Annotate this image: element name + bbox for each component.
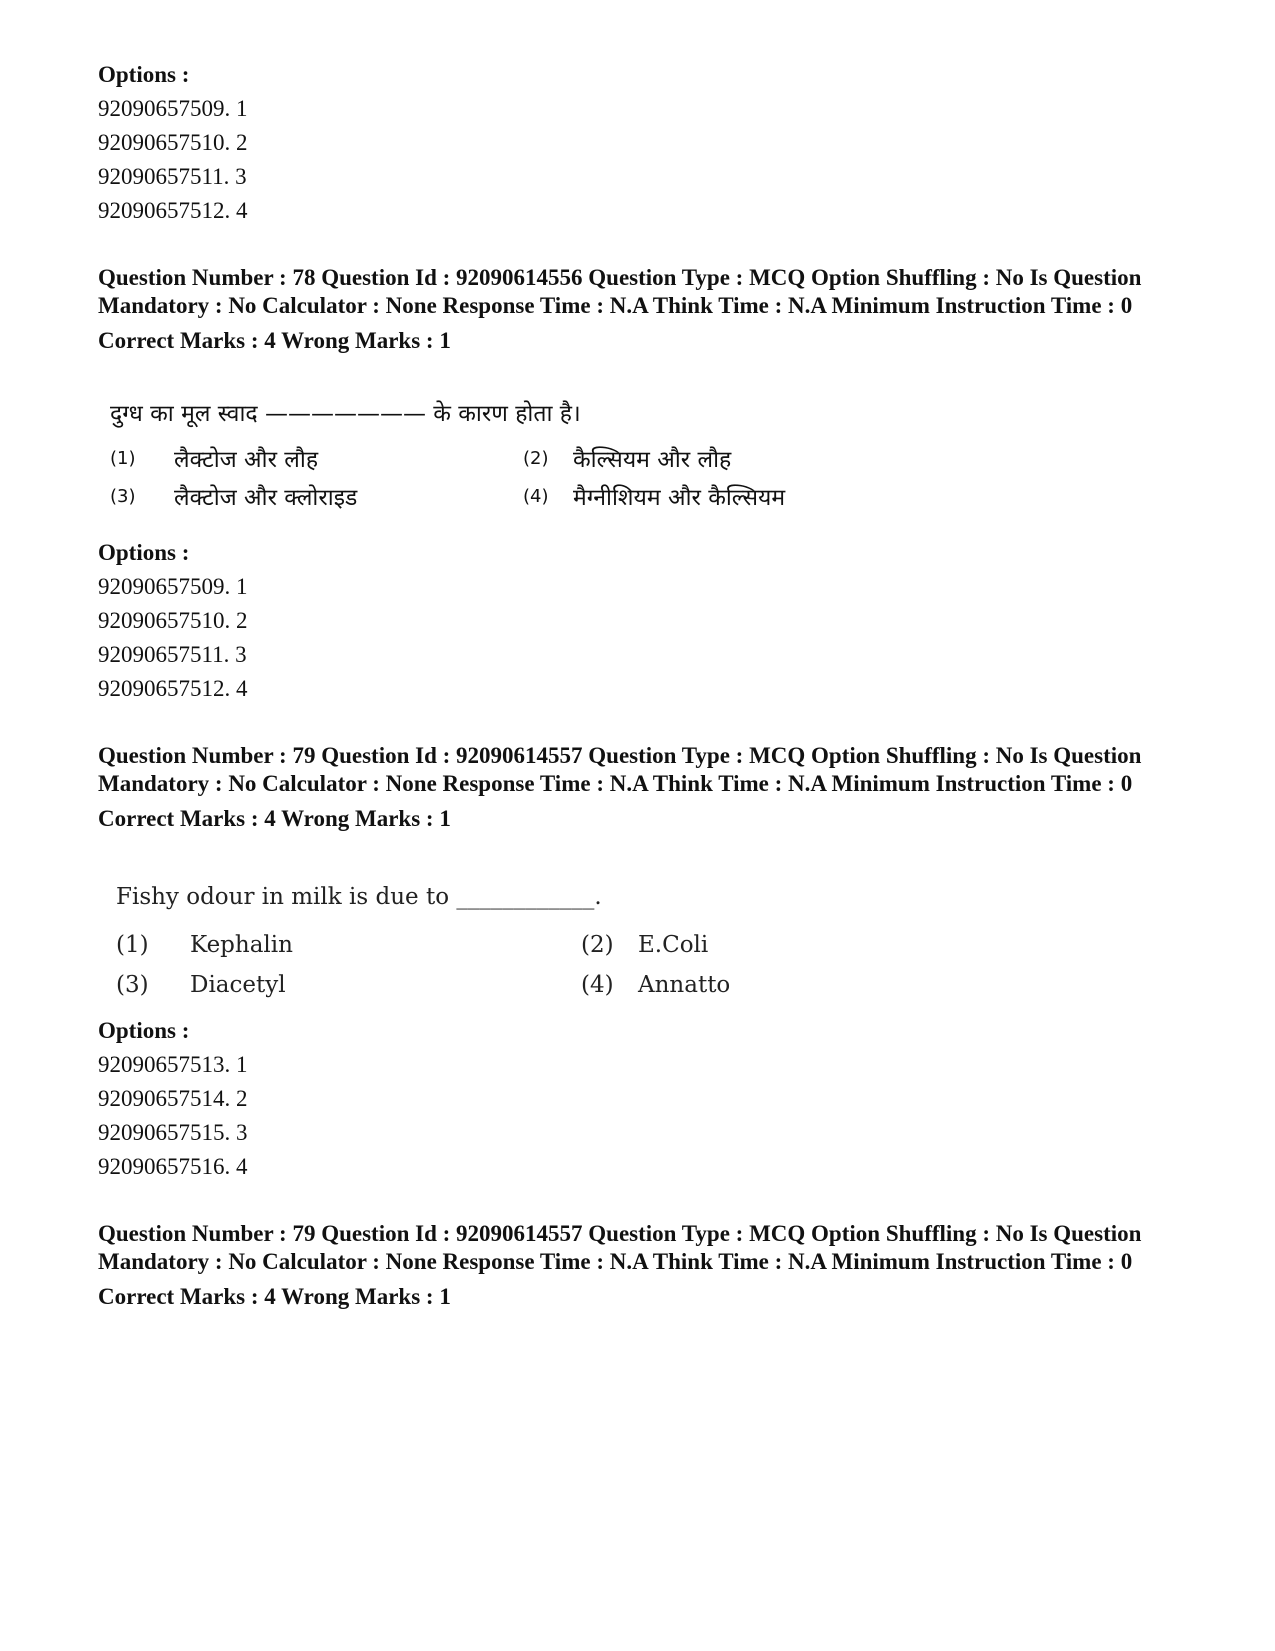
option-item: 92090657512. 4 — [98, 676, 248, 701]
options-label: Options : — [98, 62, 190, 87]
question-79b-header — [98, 1220, 1188, 1312]
option-item: 92090657511. 3 — [98, 642, 247, 667]
options-label: Options : — [98, 1018, 190, 1043]
question-78-header — [98, 264, 1188, 356]
question-79-header — [98, 742, 1188, 834]
option-item: 92090657515. 3 — [98, 1120, 248, 1145]
option-item: 92090657509. 1 — [98, 574, 248, 599]
choice-text: मैग्नीशियम और कैल्सियम — [573, 485, 786, 511]
question-78-body — [98, 396, 858, 536]
choice-number: (4) — [581, 972, 614, 998]
question-marks: Correct Marks : 4 Wrong Marks : 1 — [98, 328, 451, 353]
question-79-body — [98, 884, 858, 1024]
options-block-q78 — [98, 536, 1188, 706]
question-meta: Question Number : 79 Question Id : 92090614557 Question Type : MCQ Option Shuffling : No Is Question Mandatory : No Calculator : None Response Time : N.A Think Time : N.A Minimum Instruction Time : 0 — [98, 743, 1142, 796]
choice-number: (1) — [110, 448, 136, 469]
choice-number: (3) — [116, 972, 149, 998]
question-marks: Correct Marks : 4 Wrong Marks : 1 — [98, 806, 451, 831]
choice-text: कैल्सियम और लौह — [573, 447, 732, 473]
question-stem: दुग्ध का मूल स्वाद ——————— के कारण होता है। — [110, 401, 581, 427]
options-block-q79 — [98, 1014, 1188, 1184]
question-meta: Question Number : 78 Question Id : 92090614556 Question Type : MCQ Option Shuffling : No Is Question Mandatory : No Calculator : None Response Time : N.A Think Time : N.A Minimum Instruction Time : 0 — [98, 265, 1142, 318]
choice-number: (2) — [581, 932, 614, 958]
option-item: 92090657509. 1 — [98, 96, 248, 121]
choice-number: (1) — [116, 932, 149, 958]
question-marks: Correct Marks : 4 Wrong Marks : 1 — [98, 1284, 451, 1309]
option-item: 92090657514. 2 — [98, 1086, 248, 1111]
option-item: 92090657512. 4 — [98, 198, 248, 223]
choice-text: लैक्टोज और लौह — [174, 447, 319, 473]
choice-number: (2) — [523, 448, 549, 469]
choice-number: (3) — [110, 486, 136, 507]
options-label: Options : — [98, 540, 190, 565]
choice-text: लैक्टोज और क्लोराइड — [174, 485, 358, 511]
option-item: 92090657510. 2 — [98, 608, 248, 633]
choice-text: Annatto — [638, 972, 731, 998]
option-item: 92090657516. 4 — [98, 1154, 248, 1179]
question-meta: Question Number : 79 Question Id : 92090614557 Question Type : MCQ Option Shuffling : No Is Question Mandatory : No Calculator : None Response Time : N.A Think Time : N.A Minimum Instruction Time : 0 — [98, 1221, 1142, 1274]
choice-text: Diacetyl — [190, 972, 286, 998]
choice-number: (4) — [523, 486, 549, 507]
choice-text: Kephalin — [190, 932, 293, 958]
option-item: 92090657510. 2 — [98, 130, 248, 155]
options-block-top — [98, 58, 1188, 228]
option-item: 92090657513. 1 — [98, 1052, 248, 1077]
question-stem: Fishy odour in milk is due to ____________. — [116, 884, 602, 910]
choice-text: E.Coli — [638, 932, 709, 958]
option-item: 92090657511. 3 — [98, 164, 247, 189]
